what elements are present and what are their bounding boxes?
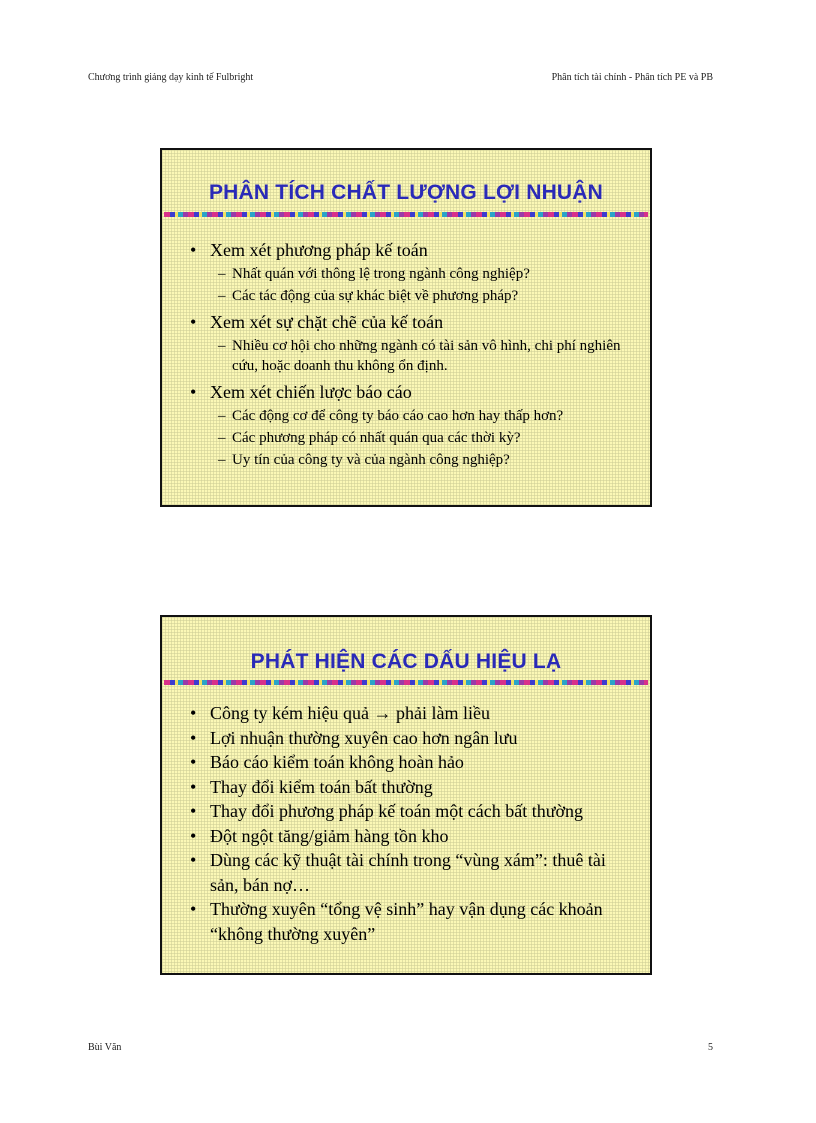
page-footer-author: Bùi Văn — [88, 1042, 122, 1053]
bullet-item: • Thay đổi kiểm toán bất thường — [188, 775, 632, 800]
page-number: 5 — [708, 1042, 713, 1053]
slide-body — [188, 701, 632, 946]
sub-bullet-item: – Nhất quán với thông lệ trong ngành công nghiệp? — [188, 264, 632, 284]
slide-warning-signs — [160, 615, 652, 975]
bullet-item: • Xem xét chiến lược báo cáo — [188, 380, 632, 404]
bullet-item: • Báo cáo kiểm toán không hoàn hảo — [188, 750, 632, 775]
bullet-item: • Thường xuyên “tổng vệ sinh” hay vận dụng các khoản “không thường xuyên” — [188, 897, 632, 946]
bullet-item: • Đột ngột tăng/giảm hàng tồn kho — [188, 824, 632, 849]
slide-divider — [164, 680, 648, 685]
bullet-item: • Thay đổi phương pháp kế toán một cách bất thường — [188, 799, 632, 824]
sub-bullet-item: – Nhiều cơ hội cho những ngành có tài sản vô hình, chi phí nghiên cứu, hoặc doanh thu không ổn định. — [188, 336, 632, 376]
sub-bullet-item: – Các động cơ để công ty báo cáo cao hơn hay thấp hơn? — [188, 406, 632, 426]
bullet-item: • Lợi nhuận thường xuyên cao hơn ngân lưu — [188, 726, 632, 751]
sub-bullet-item: – Các phương pháp có nhất quán qua các thời kỳ? — [188, 428, 632, 448]
bullet-item: • Xem xét phương pháp kế toán — [188, 238, 632, 262]
slide-divider — [164, 212, 648, 217]
slide-body — [188, 234, 632, 472]
bullet-item: • Xem xét sự chặt chẽ của kế toán — [188, 310, 632, 334]
page-header-right: Phân tích tài chính - Phân tích PE và PB — [551, 72, 713, 83]
slide-earnings-quality — [160, 148, 652, 507]
bullet-item: • Công ty kém hiệu quả → phải làm liều — [188, 701, 632, 726]
page-header-left: Chương trình giảng dạy kinh tế Fulbright — [88, 72, 254, 83]
slide-title: PHÂN TÍCH CHẤT LƯỢNG LỢI NHUẬN — [208, 181, 604, 204]
slide-title: PHÁT HIỆN CÁC DẤU HIỆU LẠ — [250, 650, 562, 673]
sub-bullet-item: – Các tác động của sự khác biệt về phương pháp? — [188, 286, 632, 306]
bullet-item: • Dùng các kỹ thuật tài chính trong “vùng xám”: thuê tài sản, bán nợ… — [188, 848, 632, 897]
sub-bullet-item: – Uy tín của công ty và của ngành công nghiệp? — [188, 450, 632, 470]
